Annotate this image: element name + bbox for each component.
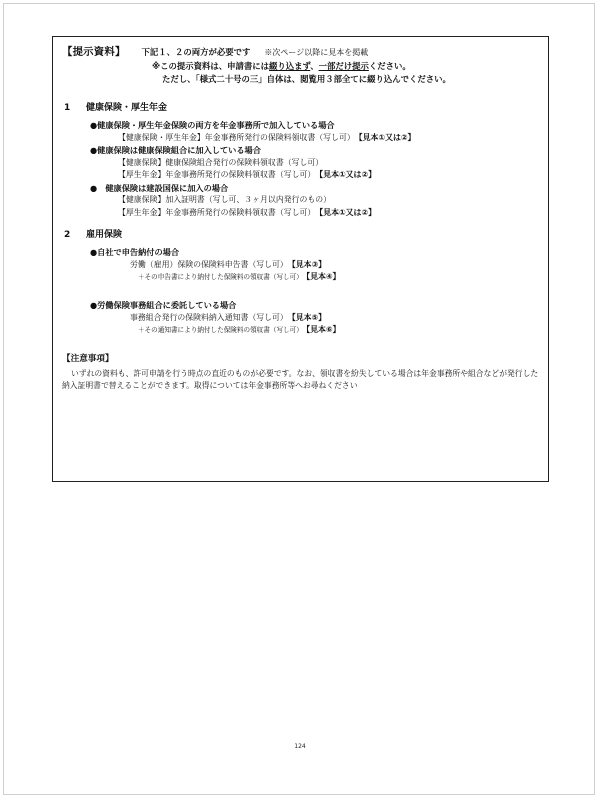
document-box <box>52 36 549 482</box>
sample-ref: 【見本①又は②】 <box>358 132 416 142</box>
notice-pre: ※この提示資料は、申請書には <box>152 61 270 71</box>
document-line <box>118 194 540 207</box>
sample-ref: 【見本⑥】 <box>306 325 341 334</box>
notice-mid: 、 <box>310 61 319 71</box>
sample-ref: 【見本⑤】 <box>291 312 327 322</box>
requirement-text: 下記１、２の両方が必要です <box>141 47 251 57</box>
bullet-item: ●自社で申告納付の場合 <box>90 247 180 257</box>
caution-title: 【注意事項】 <box>62 354 114 364</box>
notice-underline-2: 一部だけ提示 <box>318 61 369 71</box>
line-text: ＋その通知書により納付した保険料の領収書（写し可） <box>138 326 300 334</box>
notice-line-1 <box>152 60 540 73</box>
document-line <box>118 132 540 145</box>
section-number: 1 <box>64 103 71 113</box>
line-text: 【厚生年金】年金事務所発行の保険料領収書（写し可） <box>118 170 312 179</box>
line-text: 【健康保険・厚生年金】年金事務所発行の保険料領収書（写し可） <box>118 132 351 142</box>
sample-ref: 【見本①又は②】 <box>319 170 376 179</box>
line-text: ＋その申告書により納付した保険料の領収書（写し可） <box>138 273 300 281</box>
sample-ref: 【見本③】 <box>291 259 327 269</box>
caution-body: いずれの資料も、許可申請を行う時点の直近のものが必要です。なお、領収書を紛失している場合は年金事務所や組合などが発行した納入証明書で替えることができます。取得については年金事務所等へお尋ねください <box>62 369 539 390</box>
document-subline <box>138 271 540 283</box>
section-number: 2 <box>64 230 71 240</box>
header-row <box>62 43 540 58</box>
notice-post: ください。 <box>368 61 411 71</box>
bullet-item: ●健康保険は健康保険組合に加入している場合 <box>90 145 261 155</box>
line-text: 事務組合発行の保険料納入通知書（写し可） <box>130 312 284 322</box>
sample-ref: 【見本④】 <box>306 272 341 281</box>
notice-line-2: ただし、「様式二十号の三」自体は、閲覧用３部全てに綴り込んでください。 <box>162 74 451 84</box>
line-text: 【健康保険】健康保険組合発行の保険料領収書（写し可） <box>118 157 324 167</box>
document-line <box>130 312 540 325</box>
document-title: 【提示資料】 <box>62 46 126 58</box>
bullet-item: ● 健康保険は建設国保に加入の場合 <box>90 182 229 193</box>
document-line <box>118 169 540 182</box>
section-heading <box>64 227 540 240</box>
line-text: 労働（雇用）保険の保険料申告書（写し可） <box>130 259 284 269</box>
see-next-note: ※次ページ以降に見本を掲載 <box>264 48 369 57</box>
sample-ref: 【見本①又は②】 <box>319 207 376 217</box>
document-line <box>118 207 540 220</box>
notice-underline-1: 綴り込まず <box>269 61 311 71</box>
section-heading <box>64 100 540 113</box>
document-line <box>130 259 540 272</box>
document-line <box>118 157 540 170</box>
line-text: 【健康保険】加入証明書（写し可、３ヶ月以内発行のもの） <box>118 195 332 204</box>
section-title: 健康保険・厚生年金 <box>86 103 168 113</box>
page-number: 124 <box>294 743 306 750</box>
line-text: 【厚生年金】年金事務所発行の保険料領収書（写し可） <box>118 207 312 217</box>
bullet-item: ●労働保険事務組合に委託している場合 <box>90 300 237 310</box>
bullet-item: ●健康保険・厚生年金保険の両方を年金事務所で加入している場合 <box>90 120 335 130</box>
document-subline <box>138 324 540 336</box>
section-title: 雇用保険 <box>86 230 123 240</box>
